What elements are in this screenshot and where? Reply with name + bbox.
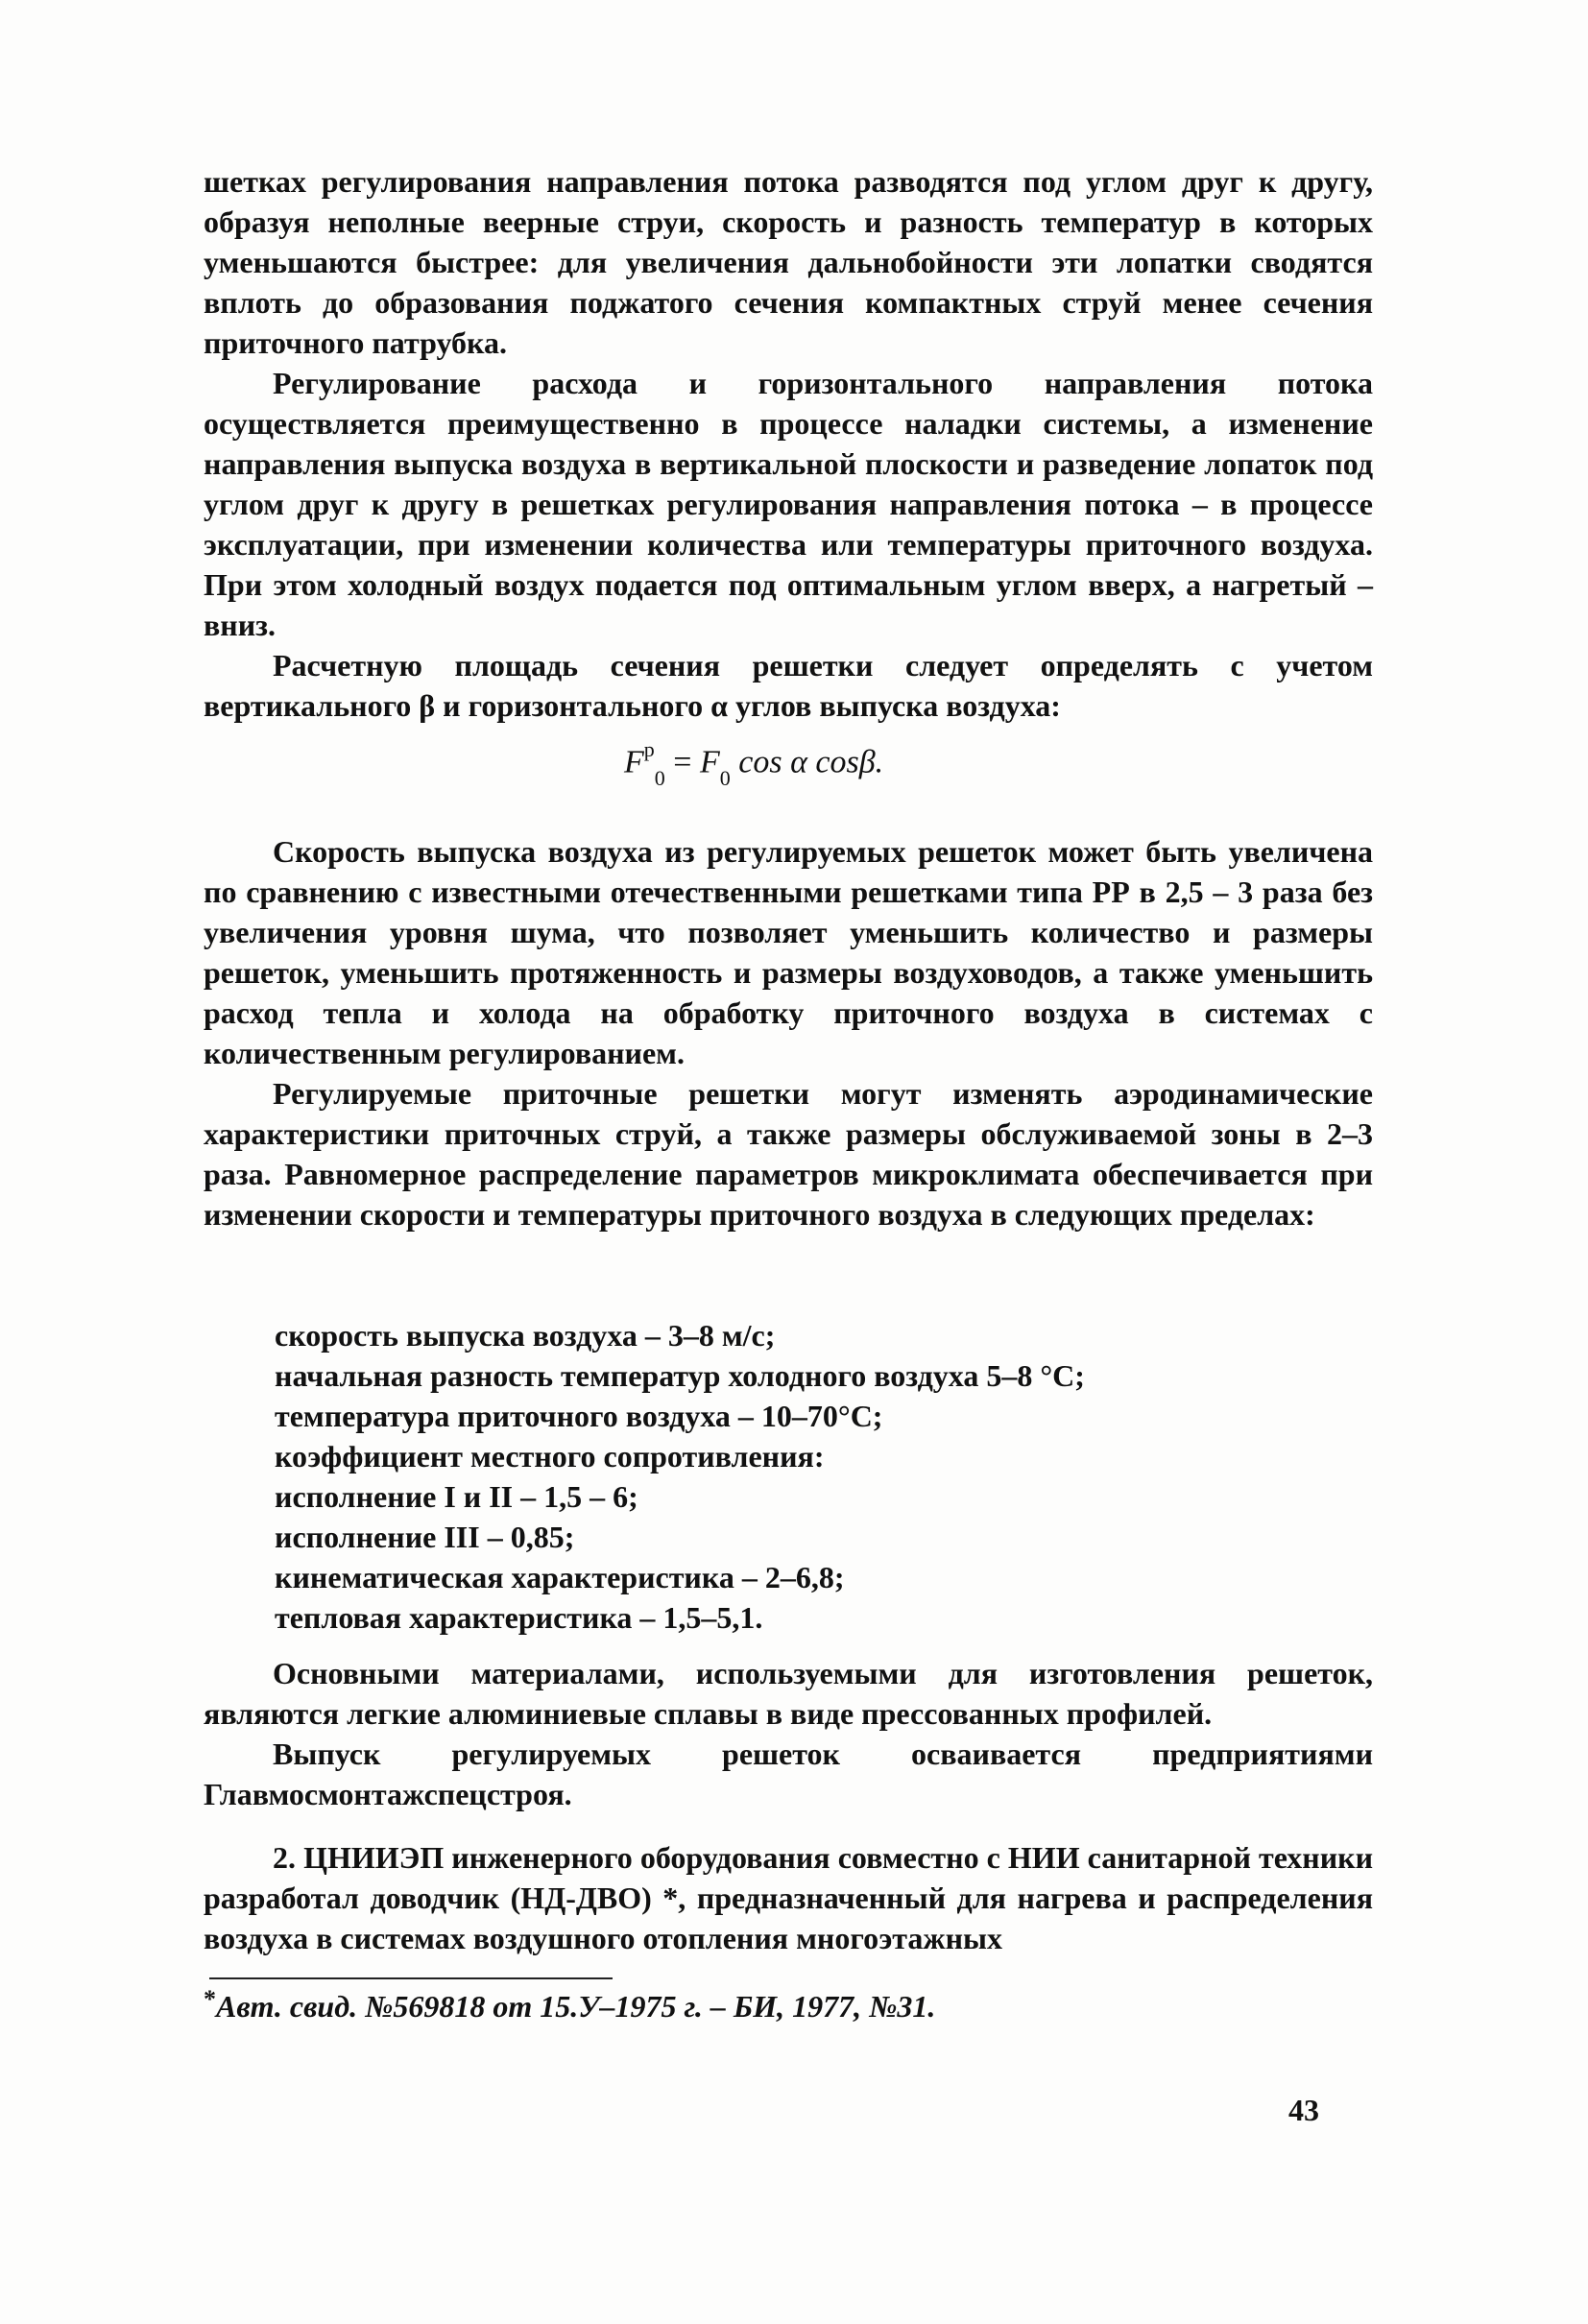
paragraph-6: Основными материалами, используемыми для изготовления решеток, являются легкие алюминиевые сплавы в виде прессованных профилей. xyxy=(204,1656,1373,1731)
footnote-divider xyxy=(209,1977,613,1979)
list-item: коэффициент местного сопротивления: xyxy=(275,1439,825,1473)
formula-rhs-symbol: F xyxy=(699,744,720,780)
paragraph-8: 2. ЦНИИЭП инженерного оборудования совместно с НИИ санитарной техники разработал доводчик (НД-ДВО) *, предназначенный для нагрева и распределения воздуха в системах воздушного отопления многоэтажных xyxy=(204,1840,1373,1955)
body-text-middle xyxy=(204,831,1373,1234)
paragraph-4: Скорость выпуска воздуха из регулируемых решеток может быть увеличена по сравнению с известными отечественными решетками типа РР в 2,5 – 3 раза без увеличения уровня шума, что позволяет уменьшить количество и размеры решеток, уменьшить протяженность и размеры воздуховодов, а также уменьшить расход тепла и холода на обработку приточного воздуха в системах с количественным регулированием. xyxy=(204,834,1373,1070)
formula-lhs-sup: р xyxy=(643,737,655,761)
list-item: температура приточного воздуха – 10–70°С; xyxy=(275,1399,883,1433)
formula-rhs-rest: cos α cosβ. xyxy=(738,744,884,780)
list-item: тепловая характеристика – 1,5–5,1. xyxy=(275,1600,763,1635)
body-text-top xyxy=(204,161,1373,726)
formula-rhs-sub: 0 xyxy=(719,766,731,791)
parameter-list xyxy=(275,1315,1331,1638)
formula-equals: = xyxy=(673,744,692,780)
body-text-bottom xyxy=(204,1653,1373,1814)
paragraph-3: Расчетную площадь сечения решетки следует определять с учетом вертикального β и горизонтального α углов выпуска воздуха: xyxy=(204,648,1373,723)
footnote-marker: * xyxy=(204,1985,216,2013)
formula-lhs-sub: 0 xyxy=(654,766,665,791)
formula xyxy=(624,737,884,791)
page-number: 43 xyxy=(1288,2093,1319,2127)
list-item: исполнение I и II – 1,5 – 6; xyxy=(275,1479,638,1514)
paragraph-7: Выпуск регулируемых решеток осваивается предприятиями Главмосмонтажспецстроя. xyxy=(204,1737,1373,1811)
footnote-text: Авт. свид. №569818 от 15.У–1975 г. – БИ, 1977, №31. xyxy=(216,1989,936,2024)
list-item: кинематическая характеристика – 2–6,8; xyxy=(275,1560,845,1594)
paragraph-5: Регулируемые приточные решетки могут изменять аэродинамические характеристики приточных струй, а также размеры обслуживаемой зоны в 2–3 раза. Равномерное распределение параметров микроклимата обеспечивается при изменении скорости и температуры приточного воздуха в следующих пределах: xyxy=(204,1076,1373,1232)
footnote xyxy=(204,1985,936,2025)
list-item: скорость выпуска воздуха – 3–8 м/с; xyxy=(275,1318,776,1353)
list-item: исполнение III – 0,85; xyxy=(275,1520,575,1554)
paragraph-1: шетках регулирования направления потока разводятся под углом друг к другу, образуя неполные веерные струи, скорость и разность температур в которых уменьшаются быстрее: для увеличения дальнобойности эти лопатки сводятся вплоть до образования поджатого сечения компактных струй менее сечения приточного патрубка. xyxy=(204,164,1373,360)
paragraph-2: Регулирование расхода и горизонтального направления потока осуществляется преимущественно в процессе наладки системы, а изменение направления выпуска воздуха в вертикальной плоскости и разведение лопаток под углом друг к другу в решетках регулирования направления потока – в процессе эксплуатации, при изменении количества или температуры приточного воздуха. При этом холодный воздух подается под оптимальным углом вверх, а нагретый – вниз. xyxy=(204,366,1373,642)
body-text-section-2 xyxy=(204,1837,1373,1958)
formula-lhs-symbol: F xyxy=(624,744,644,780)
list-item: начальная разность температур холодного воздуха 5–8 °С; xyxy=(275,1358,1085,1393)
